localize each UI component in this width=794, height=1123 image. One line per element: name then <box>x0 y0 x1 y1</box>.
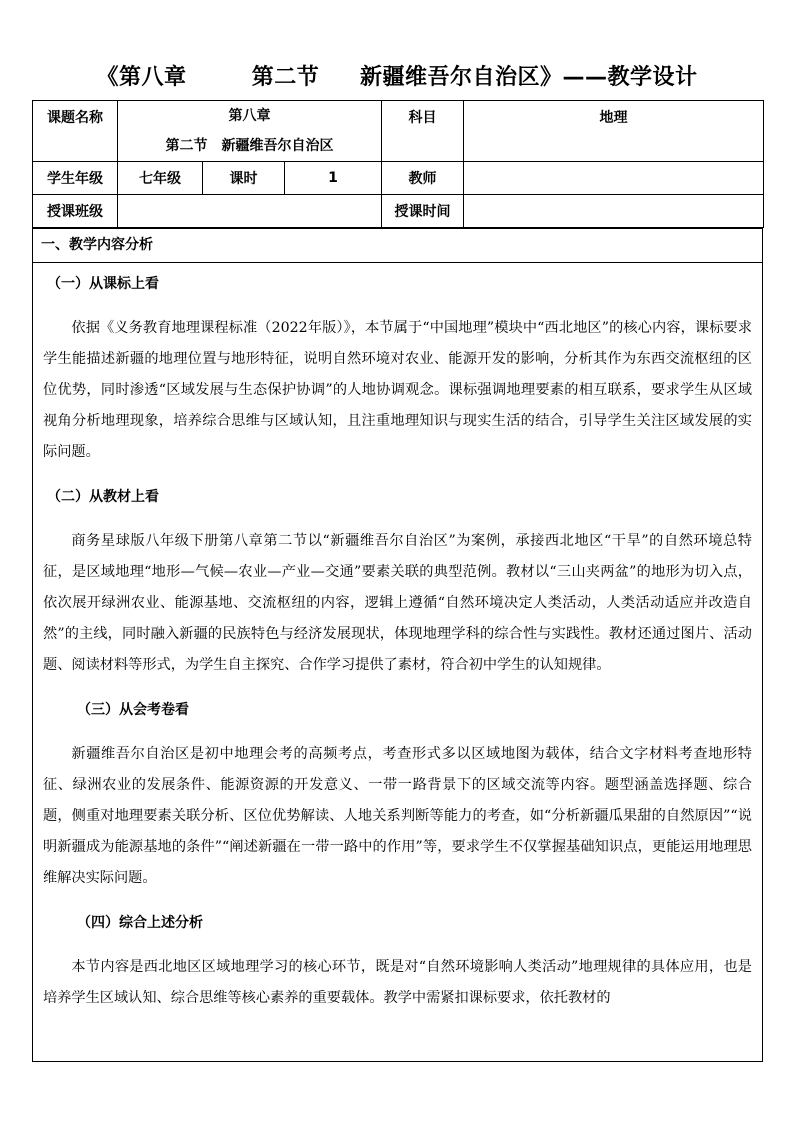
subsection-title-exam: （三）从会考卷看 <box>77 702 189 718</box>
paragraph-textbook: 商务星球版八年级下册第八章第二节以“新疆维吾尔自治区”为案例，承接西北地区“干旱”的自然环境总特征，是区域地理“地形—气候—农业—产业—交通”要素关联的典型范例。教材以“三山夹两盆”的地形为切入点，依次展开绿洲农业、能源基地、交流枢纽的内容，逻辑上遵循“自然环境决定人类活动，人类活动适应并改造自然”的主线，同时融入新疆的民族特色与经济发展现状，体现地理学科的综合性与实践性。教材还通过图片、活动题、阅读材料等形式，为学生自主探究、合作学习提供了素材，符合初中学生的认知规律。 <box>43 533 752 673</box>
class-label: 授课班级 <box>33 195 118 228</box>
subject-label: 科目 <box>382 101 464 162</box>
topic-line1: 第八章 <box>228 108 271 124</box>
section-body <box>33 262 762 1022</box>
title-section: 第二节 <box>251 65 320 90</box>
teacher-label: 教师 <box>382 162 464 195</box>
time-label: 授课时间 <box>382 195 464 228</box>
lesson-info-table <box>32 100 764 228</box>
grade-label: 学生年级 <box>33 162 118 195</box>
subsection-title-summary: （四）综合上述分析 <box>77 915 203 931</box>
time-value <box>464 195 764 228</box>
section-title: 一、教学内容分析 <box>33 228 762 262</box>
teacher-value <box>464 162 764 195</box>
class-value <box>118 195 382 228</box>
topic-line2: 第二节 新疆维吾尔自治区 <box>165 138 334 154</box>
content-analysis-box <box>32 228 763 1062</box>
paragraph-standards: 依据《义务教育地理课程标准（2022年版）》，本节属于“中国地理”模块中“西北地区”的核心内容，课标要求学生能描述新疆的地理位置与地形特征，说明自然环境对农业、能源开发的影响，分析其作为东西交流枢纽的区位优势，同时渗透“区域发展与生态保护协调”的人地协调观念。课标强调地理要素的相互联系，要求学生从区域视角分析地理现象，培养综合思维与区域认知，且注重地理知识与现实生活的结合，引导学生关注区域发展的实际问题。 <box>43 320 752 460</box>
title-topic: 新疆维吾尔自治区》——教学设计 <box>360 65 698 90</box>
title-chapter: 《第八章 <box>96 65 187 90</box>
subject-value: 地理 <box>464 101 764 162</box>
hours-value: 1 <box>285 162 382 195</box>
topic-label: 课题名称 <box>33 101 118 162</box>
paragraph-summary: 本节内容是西北地区区域地理学习的核心环节，既是对“自然环境影响人类活动”地理规律的具体应用，也是培养学生区域认知、综合思维等核心素养的重要载体。教学中需紧扣课标要求，依托教材的 <box>43 959 752 1006</box>
paragraph-exam: 新疆维吾尔自治区是初中地理会考的高频考点，考查形式多以区域地图为载体，结合文字材料考查地形特征、绿洲农业的发展条件、能源资源的开发意义、一带一路背景下的区域交流等内容。题型涵盖选择题、综合题，侧重对地理要素关联分析、区位优势解读、人地关系判断等能力的考查，如“分析新疆瓜果甜的自然原因”“说明新疆成为能源基地的条件”“阐述新疆在一带一路中的作用”等，要求学生不仅掌握基础知识点，更能运用地理思维解决实际问题。 <box>43 746 752 886</box>
grade-value: 七年级 <box>118 162 203 195</box>
hours-label: 课时 <box>203 162 285 195</box>
document-title <box>0 60 794 91</box>
subsection-title-standards: （一）从课标上看 <box>47 276 159 292</box>
subsection-title-textbook: （二）从教材上看 <box>47 489 159 505</box>
topic-value <box>118 101 382 162</box>
